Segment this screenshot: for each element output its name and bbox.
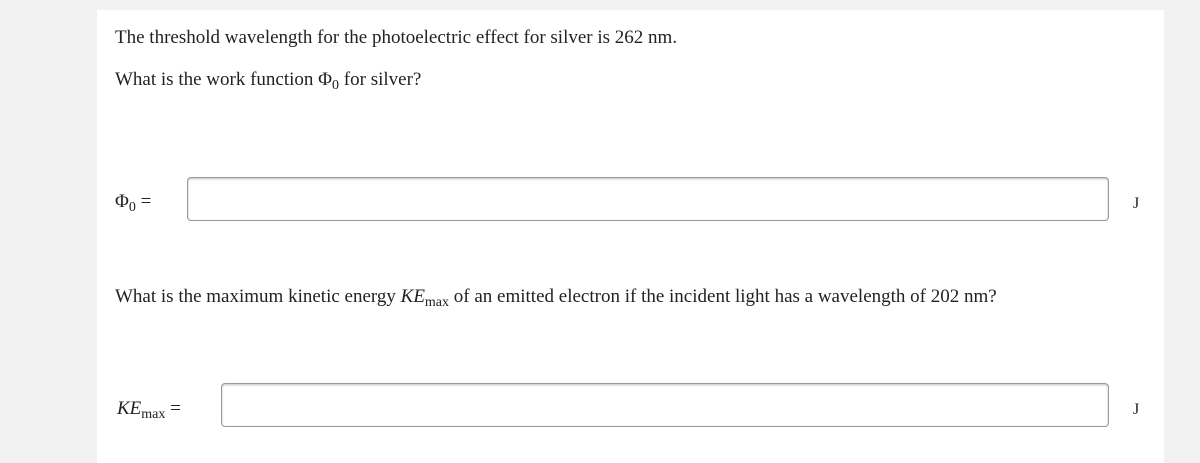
work-function-answer-input[interactable]: [187, 177, 1109, 221]
kinetic-energy-answer-input[interactable]: [221, 383, 1109, 427]
question-intro: The threshold wavelength for the photoelectric effect for silver is 262 nm.: [115, 27, 678, 48]
part2-lhs-subscript: max: [141, 407, 166, 422]
question-card: [97, 10, 1164, 463]
part1-equals: =: [140, 191, 152, 212]
part2-lhs: [117, 398, 181, 423]
part2-equals: =: [170, 398, 181, 419]
part1-lhs: [115, 191, 151, 216]
part1-prompt-before: What is the work function: [115, 69, 319, 90]
part1-lhs-subscript: 0: [128, 200, 136, 215]
part2-prompt: [115, 286, 997, 311]
part1-unit-label: J: [1133, 195, 1140, 212]
part1-lhs-symbol: Φ: [115, 191, 129, 212]
work-function-symbol: Φ: [318, 69, 333, 90]
work-function-subscript: 0: [332, 78, 340, 93]
part1-prompt: [115, 69, 421, 94]
part2-lhs-symbol: KE: [117, 398, 142, 419]
part1-prompt-after: for silver?: [339, 69, 422, 90]
kinetic-energy-subscript: max: [424, 295, 450, 310]
kinetic-energy-symbol: KE: [400, 286, 425, 307]
part2-prompt-after: of an emitted electron if the incident light has a wavelength of 202 nm?: [449, 286, 997, 307]
part2-unit-label: J: [1133, 401, 1140, 418]
part2-prompt-before: What is the maximum kinetic energy: [115, 286, 401, 307]
